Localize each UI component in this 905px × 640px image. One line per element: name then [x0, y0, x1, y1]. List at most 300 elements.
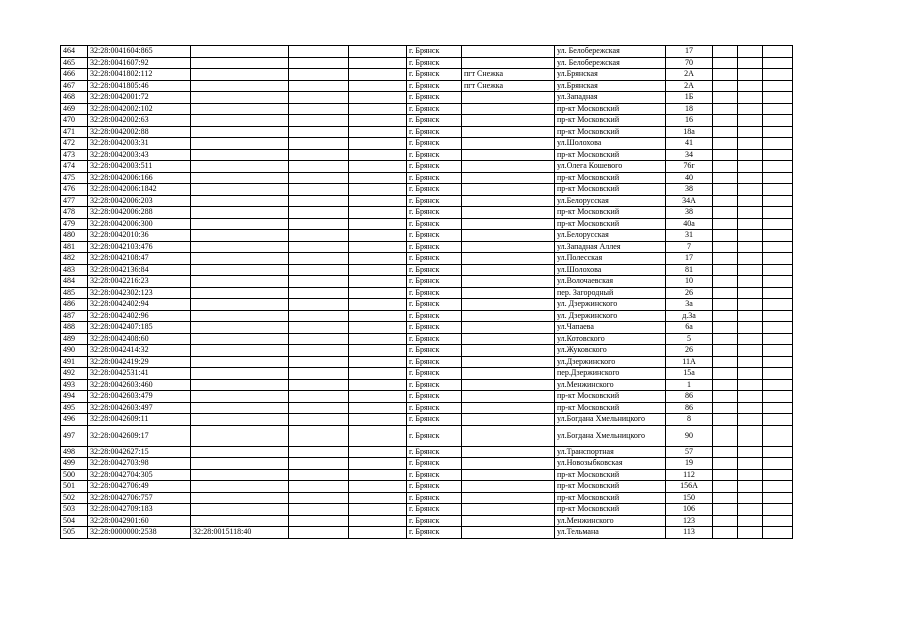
settlement-cell [462, 195, 555, 207]
col-10-cell [713, 207, 738, 219]
linked-cadastral-number-cell [191, 115, 289, 127]
street-cell: ул.Котовского [555, 333, 666, 345]
settlement-cell [462, 322, 555, 334]
street-cell: ул.Брянская [555, 80, 666, 92]
street-cell: ул. Дзержинского [555, 310, 666, 322]
col-5-cell [349, 57, 407, 69]
street-cell: ул.Западная [555, 92, 666, 104]
cadastral-number-cell: 32:28:0042003:511 [88, 161, 191, 173]
table-row [61, 126, 793, 138]
linked-cadastral-number-cell [191, 218, 289, 230]
table-body [61, 46, 793, 539]
col-12-cell [763, 469, 793, 481]
col-10-cell [713, 241, 738, 253]
linked-cadastral-number-cell [191, 230, 289, 242]
table-row [61, 103, 793, 115]
house-number-cell: 10 [666, 276, 713, 288]
street-cell: ул. Белобережская [555, 57, 666, 69]
col-4-cell [289, 402, 349, 414]
table-row [61, 149, 793, 161]
col-10-cell [713, 253, 738, 265]
col-10-cell [713, 515, 738, 527]
table-row [61, 46, 793, 58]
linked-cadastral-number-cell [191, 80, 289, 92]
street-cell: пр-кт Московский [555, 126, 666, 138]
col-11-cell [738, 379, 763, 391]
row-number-cell: 500 [61, 469, 88, 481]
house-number-cell: 81 [666, 264, 713, 276]
col-5-cell [349, 80, 407, 92]
col-12-cell [763, 195, 793, 207]
street-cell: ул.Богдана Хмельницкого [555, 414, 666, 426]
city-cell: г. Брянск [407, 207, 462, 219]
city-cell: г. Брянск [407, 414, 462, 426]
settlement-cell [462, 207, 555, 219]
linked-cadastral-number-cell [191, 345, 289, 357]
col-5-cell [349, 92, 407, 104]
settlement-cell [462, 126, 555, 138]
cadastral-number-cell: 32:28:0042703:98 [88, 458, 191, 470]
col-5-cell [349, 103, 407, 115]
table-row [61, 69, 793, 81]
linked-cadastral-number-cell [191, 241, 289, 253]
settlement-cell [462, 253, 555, 265]
settlement-cell [462, 161, 555, 173]
col-10-cell [713, 264, 738, 276]
col-11-cell [738, 287, 763, 299]
col-11-cell [738, 230, 763, 242]
col-12-cell [763, 207, 793, 219]
linked-cadastral-number-cell [191, 379, 289, 391]
city-cell: г. Брянск [407, 115, 462, 127]
address-register-table [60, 45, 793, 539]
col-12-cell [763, 184, 793, 196]
table-row [61, 172, 793, 184]
street-cell: ул.Чапаева [555, 322, 666, 334]
table-row [61, 299, 793, 311]
house-number-cell: 57 [666, 446, 713, 458]
city-cell: г. Брянск [407, 103, 462, 115]
col-11-cell [738, 310, 763, 322]
city-cell: г. Брянск [407, 333, 462, 345]
col-12-cell [763, 57, 793, 69]
col-5-cell [349, 368, 407, 380]
settlement-cell [462, 276, 555, 288]
col-4-cell [289, 356, 349, 368]
row-number-cell: 492 [61, 368, 88, 380]
street-cell: ул.Белорусская [555, 230, 666, 242]
city-cell: г. Брянск [407, 241, 462, 253]
cadastral-number-cell: 32:28:0042010:36 [88, 230, 191, 242]
cadastral-number-cell: 32:28:0042603:497 [88, 402, 191, 414]
house-number-cell: 34А [666, 195, 713, 207]
row-number-cell: 466 [61, 69, 88, 81]
table-row [61, 253, 793, 265]
house-number-cell: 38 [666, 184, 713, 196]
col-5-cell [349, 322, 407, 334]
row-number-cell: 469 [61, 103, 88, 115]
col-10-cell [713, 149, 738, 161]
col-11-cell [738, 57, 763, 69]
col-10-cell [713, 481, 738, 493]
settlement-cell: пгт Снежка [462, 69, 555, 81]
linked-cadastral-number-cell [191, 515, 289, 527]
city-cell: г. Брянск [407, 138, 462, 150]
street-cell: пр-кт Московский [555, 481, 666, 493]
col-12-cell [763, 379, 793, 391]
table-row [61, 333, 793, 345]
linked-cadastral-number-cell [191, 126, 289, 138]
col-5-cell [349, 527, 407, 539]
settlement-cell [462, 527, 555, 539]
street-cell: ул. Дзержинского [555, 299, 666, 311]
house-number-cell: 11А [666, 356, 713, 368]
street-cell: ул.Шолохова [555, 264, 666, 276]
col-10-cell [713, 469, 738, 481]
cadastral-number-cell: 32:28:0042408:60 [88, 333, 191, 345]
table-row [61, 80, 793, 92]
col-12-cell [763, 481, 793, 493]
linked-cadastral-number-cell [191, 195, 289, 207]
row-number-cell: 485 [61, 287, 88, 299]
settlement-cell [462, 264, 555, 276]
table-row [61, 322, 793, 334]
col-5-cell [349, 481, 407, 493]
col-4-cell [289, 425, 349, 446]
settlement-cell [462, 402, 555, 414]
linked-cadastral-number-cell [191, 402, 289, 414]
col-4-cell [289, 103, 349, 115]
street-cell: ул.Брянская [555, 69, 666, 81]
row-number-cell: 486 [61, 299, 88, 311]
table-row [61, 276, 793, 288]
house-number-cell: 26 [666, 345, 713, 357]
col-11-cell [738, 299, 763, 311]
table-row [61, 527, 793, 539]
house-number-cell: 123 [666, 515, 713, 527]
col-10-cell [713, 368, 738, 380]
col-10-cell [713, 425, 738, 446]
house-number-cell: 17 [666, 253, 713, 265]
city-cell: г. Брянск [407, 379, 462, 391]
col-11-cell [738, 126, 763, 138]
street-cell: ул.Менжинского [555, 515, 666, 527]
house-number-cell: 38 [666, 207, 713, 219]
table-row [61, 310, 793, 322]
linked-cadastral-number-cell [191, 69, 289, 81]
street-cell: ул.Жуковского [555, 345, 666, 357]
city-cell: г. Брянск [407, 230, 462, 242]
house-number-cell: 1Б [666, 92, 713, 104]
col-11-cell [738, 172, 763, 184]
table-row [61, 368, 793, 380]
col-10-cell [713, 57, 738, 69]
col-4-cell [289, 149, 349, 161]
street-cell: ул.Менжинского [555, 379, 666, 391]
house-number-cell: 18 [666, 103, 713, 115]
col-4-cell [289, 368, 349, 380]
row-number-cell: 483 [61, 264, 88, 276]
table-row [61, 230, 793, 242]
col-5-cell [349, 333, 407, 345]
house-number-cell: 34 [666, 149, 713, 161]
col-12-cell [763, 527, 793, 539]
city-cell: г. Брянск [407, 299, 462, 311]
table-row [61, 207, 793, 219]
col-10-cell [713, 492, 738, 504]
col-12-cell [763, 391, 793, 403]
linked-cadastral-number-cell [191, 356, 289, 368]
cadastral-number-cell: 32:28:0042407:185 [88, 322, 191, 334]
col-4-cell [289, 287, 349, 299]
row-number-cell: 464 [61, 46, 88, 58]
street-cell: ул.Белорусская [555, 195, 666, 207]
col-12-cell [763, 368, 793, 380]
col-4-cell [289, 414, 349, 426]
col-4-cell [289, 504, 349, 516]
col-10-cell [713, 299, 738, 311]
settlement-cell [462, 469, 555, 481]
cadastral-number-cell: 32:28:0042609:11 [88, 414, 191, 426]
table-row [61, 161, 793, 173]
linked-cadastral-number-cell [191, 184, 289, 196]
house-number-cell: 76г [666, 161, 713, 173]
settlement-cell [462, 241, 555, 253]
street-cell: пер.Дзержинского [555, 368, 666, 380]
street-cell: ул.Новозыбковская [555, 458, 666, 470]
house-number-cell: 106 [666, 504, 713, 516]
col-12-cell [763, 287, 793, 299]
col-4-cell [289, 172, 349, 184]
col-11-cell [738, 184, 763, 196]
col-11-cell [738, 46, 763, 58]
linked-cadastral-number-cell [191, 333, 289, 345]
linked-cadastral-number-cell [191, 310, 289, 322]
col-12-cell [763, 69, 793, 81]
house-number-cell: 90 [666, 425, 713, 446]
col-11-cell [738, 356, 763, 368]
linked-cadastral-number-cell [191, 504, 289, 516]
col-12-cell [763, 218, 793, 230]
col-4-cell [289, 333, 349, 345]
city-cell: г. Брянск [407, 345, 462, 357]
col-11-cell [738, 161, 763, 173]
col-11-cell [738, 481, 763, 493]
table-row [61, 138, 793, 150]
col-11-cell [738, 241, 763, 253]
linked-cadastral-number-cell [191, 299, 289, 311]
street-cell: ул.Богдана Хмельницкого [555, 425, 666, 446]
col-11-cell [738, 402, 763, 414]
col-10-cell [713, 527, 738, 539]
col-5-cell [349, 414, 407, 426]
settlement-cell [462, 172, 555, 184]
house-number-cell: 8 [666, 414, 713, 426]
col-4-cell [289, 138, 349, 150]
row-number-cell: 503 [61, 504, 88, 516]
linked-cadastral-number-cell [191, 149, 289, 161]
cadastral-number-cell: 32:28:0042216:23 [88, 276, 191, 288]
settlement-cell [462, 149, 555, 161]
col-12-cell [763, 322, 793, 334]
city-cell: г. Брянск [407, 322, 462, 334]
col-10-cell [713, 69, 738, 81]
street-cell: ул.Олега Кошевого [555, 161, 666, 173]
settlement-cell [462, 46, 555, 58]
settlement-cell [462, 425, 555, 446]
house-number-cell: 15а [666, 368, 713, 380]
col-5-cell [349, 115, 407, 127]
col-4-cell [289, 469, 349, 481]
col-5-cell [349, 402, 407, 414]
col-5-cell [349, 207, 407, 219]
cadastral-number-cell: 32:28:0042901:60 [88, 515, 191, 527]
cadastral-number-cell: 32:28:0000000:2538 [88, 527, 191, 539]
street-cell: пр-кт Московский [555, 149, 666, 161]
col-12-cell [763, 230, 793, 242]
col-12-cell [763, 446, 793, 458]
table-row [61, 356, 793, 368]
house-number-cell: 2А [666, 80, 713, 92]
col-4-cell [289, 527, 349, 539]
settlement-cell [462, 310, 555, 322]
col-10-cell [713, 195, 738, 207]
col-4-cell [289, 379, 349, 391]
settlement-cell [462, 492, 555, 504]
street-cell: пр-кт Московский [555, 391, 666, 403]
cadastral-number-cell: 32:28:0042002:88 [88, 126, 191, 138]
table-row [61, 195, 793, 207]
cadastral-number-cell: 32:28:0042704:305 [88, 469, 191, 481]
row-number-cell: 497 [61, 425, 88, 446]
col-5-cell [349, 446, 407, 458]
cadastral-number-cell: 32:28:0041604:865 [88, 46, 191, 58]
col-10-cell [713, 504, 738, 516]
settlement-cell [462, 299, 555, 311]
col-4-cell [289, 264, 349, 276]
street-cell: ул.Волочаевская [555, 276, 666, 288]
col-5-cell [349, 230, 407, 242]
col-11-cell [738, 414, 763, 426]
col-5-cell [349, 69, 407, 81]
house-number-cell: 113 [666, 527, 713, 539]
row-number-cell: 489 [61, 333, 88, 345]
table-row [61, 92, 793, 104]
city-cell: г. Брянск [407, 446, 462, 458]
cadastral-number-cell: 32:28:0042603:460 [88, 379, 191, 391]
col-12-cell [763, 241, 793, 253]
col-5-cell [349, 379, 407, 391]
col-5-cell [349, 356, 407, 368]
linked-cadastral-number-cell [191, 57, 289, 69]
col-11-cell [738, 264, 763, 276]
col-10-cell [713, 414, 738, 426]
col-10-cell [713, 138, 738, 150]
linked-cadastral-number-cell [191, 368, 289, 380]
col-11-cell [738, 425, 763, 446]
street-cell: ул. Белобережская [555, 46, 666, 58]
col-10-cell [713, 458, 738, 470]
city-cell: г. Брянск [407, 310, 462, 322]
col-5-cell [349, 253, 407, 265]
col-11-cell [738, 504, 763, 516]
col-5-cell [349, 425, 407, 446]
street-cell: пр-кт Московский [555, 207, 666, 219]
col-11-cell [738, 345, 763, 357]
city-cell: г. Брянск [407, 172, 462, 184]
linked-cadastral-number-cell [191, 414, 289, 426]
city-cell: г. Брянск [407, 253, 462, 265]
linked-cadastral-number-cell [191, 46, 289, 58]
row-number-cell: 474 [61, 161, 88, 173]
col-4-cell [289, 69, 349, 81]
table-row [61, 402, 793, 414]
col-5-cell [349, 287, 407, 299]
col-12-cell [763, 299, 793, 311]
city-cell: г. Брянск [407, 368, 462, 380]
cadastral-number-cell: 32:28:0042006:288 [88, 207, 191, 219]
table-row [61, 115, 793, 127]
house-number-cell: 40 [666, 172, 713, 184]
house-number-cell: 86 [666, 391, 713, 403]
settlement-cell [462, 356, 555, 368]
col-11-cell [738, 515, 763, 527]
row-number-cell: 496 [61, 414, 88, 426]
house-number-cell: 7 [666, 241, 713, 253]
row-number-cell: 476 [61, 184, 88, 196]
street-cell: пр-кт Московский [555, 504, 666, 516]
col-4-cell [289, 57, 349, 69]
linked-cadastral-number-cell [191, 458, 289, 470]
street-cell: пр-кт Московский [555, 115, 666, 127]
city-cell: г. Брянск [407, 264, 462, 276]
city-cell: г. Брянск [407, 57, 462, 69]
col-4-cell [289, 46, 349, 58]
city-cell: г. Брянск [407, 402, 462, 414]
table-row [61, 481, 793, 493]
settlement-cell [462, 368, 555, 380]
cadastral-number-cell: 32:28:0042706:49 [88, 481, 191, 493]
col-4-cell [289, 126, 349, 138]
col-5-cell [349, 458, 407, 470]
row-number-cell: 480 [61, 230, 88, 242]
col-11-cell [738, 69, 763, 81]
row-number-cell: 498 [61, 446, 88, 458]
city-cell: г. Брянск [407, 492, 462, 504]
col-11-cell [738, 446, 763, 458]
col-4-cell [289, 345, 349, 357]
street-cell: пр-кт Московский [555, 103, 666, 115]
row-number-cell: 488 [61, 322, 88, 334]
row-number-cell: 471 [61, 126, 88, 138]
house-number-cell: д.3а [666, 310, 713, 322]
col-10-cell [713, 356, 738, 368]
settlement-cell [462, 230, 555, 242]
col-11-cell [738, 333, 763, 345]
row-number-cell: 501 [61, 481, 88, 493]
col-12-cell [763, 149, 793, 161]
linked-cadastral-number-cell [191, 172, 289, 184]
col-11-cell [738, 80, 763, 92]
linked-cadastral-number-cell [191, 103, 289, 115]
col-5-cell [349, 264, 407, 276]
linked-cadastral-number-cell [191, 264, 289, 276]
col-12-cell [763, 161, 793, 173]
city-cell: г. Брянск [407, 391, 462, 403]
cadastral-number-cell: 32:28:0042002:63 [88, 115, 191, 127]
city-cell: г. Брянск [407, 218, 462, 230]
col-11-cell [738, 492, 763, 504]
